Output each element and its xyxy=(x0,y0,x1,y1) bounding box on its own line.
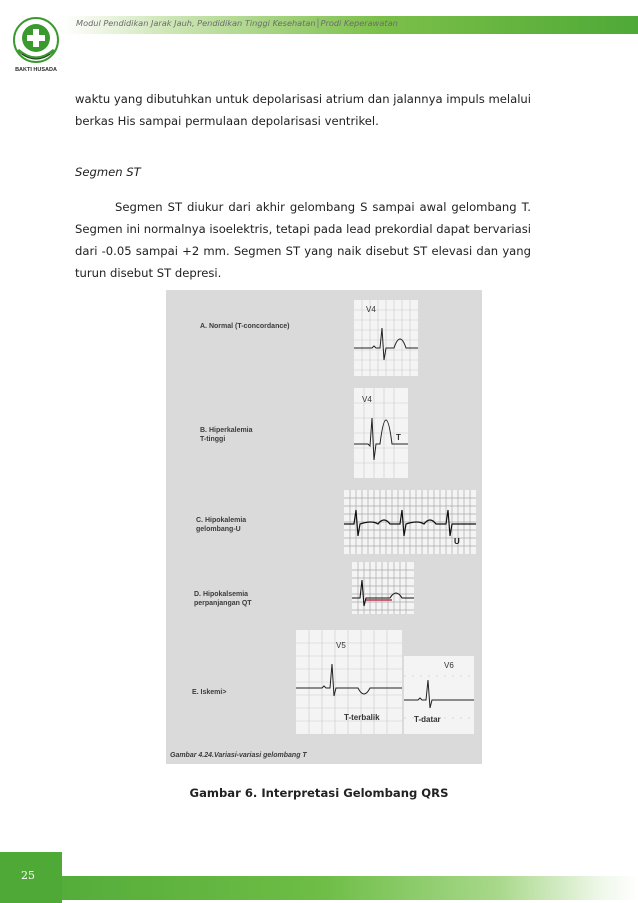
figure-label-b: B. Hiperkalemia T-tinggi xyxy=(200,427,253,443)
ecg-strip-a xyxy=(354,300,418,376)
figure-caption: Gambar 6. Interpretasi Gelombang QRS xyxy=(189,786,449,800)
ecg-strip-e-v5 xyxy=(296,630,402,734)
header-title: Modul Pendidikan Jarak Jauh, Pendidikan Tinggi Kesehatan│Prodi Keperawatan xyxy=(76,18,398,28)
ecg-figure xyxy=(166,290,482,764)
figure-label-c: C. Hipokalemia gelombang-U xyxy=(196,517,247,533)
ecg-strip-e-v6 xyxy=(404,656,474,734)
strip-label-v4-b: V4 xyxy=(362,395,372,404)
figure-label-e: E. Iskemi> xyxy=(192,689,227,696)
figure-label-a: A. Normal (T-concordance) xyxy=(200,323,290,330)
strip-label-u-c: U xyxy=(454,537,460,546)
ecg-strip-c xyxy=(344,490,476,554)
logo-text: BAKTI HUSADA xyxy=(15,67,57,73)
strip-label-v6: V6 xyxy=(444,661,454,670)
bakti-husada-logo xyxy=(10,14,64,74)
strip-label-t-datar: T-datar xyxy=(414,715,441,724)
paragraph-1: waktu yang dibutuhkan untuk depolarisasi atrium dan jalannya impuls melalui berkas His sampai permulaan depolarisasi ventrikel. xyxy=(75,92,531,128)
strip-label-v4-a: V4 xyxy=(366,305,376,314)
ecg-strip-b xyxy=(354,388,408,478)
strip-label-v5: V5 xyxy=(336,641,346,650)
strip-label-t-b: T xyxy=(396,433,401,442)
figure-label-d: D. Hipokalsemia perpanjangan QT xyxy=(194,591,252,607)
paragraph-2: Segmen ST diukur dari akhir gelombang S sampai awal gelombang T. Segmen ini normalnya isoelektris, tetapi pada lead prekordial dapat bervariasi dari -0.05 sampai +2 mm. Segmen ST yang naik disebut ST elevasi dan yang turun disebut ST depresi. xyxy=(75,200,531,280)
section-heading: Segmen ST xyxy=(75,165,141,179)
footer-bar xyxy=(0,876,638,900)
page-number: 25 xyxy=(21,869,35,882)
figure-inner-caption: Gambar 4.24.Variasi-variasi gelombang T xyxy=(170,752,307,759)
ecg-strip-d xyxy=(352,562,414,614)
strip-label-t-terbalik: T-terbalik xyxy=(344,713,380,722)
